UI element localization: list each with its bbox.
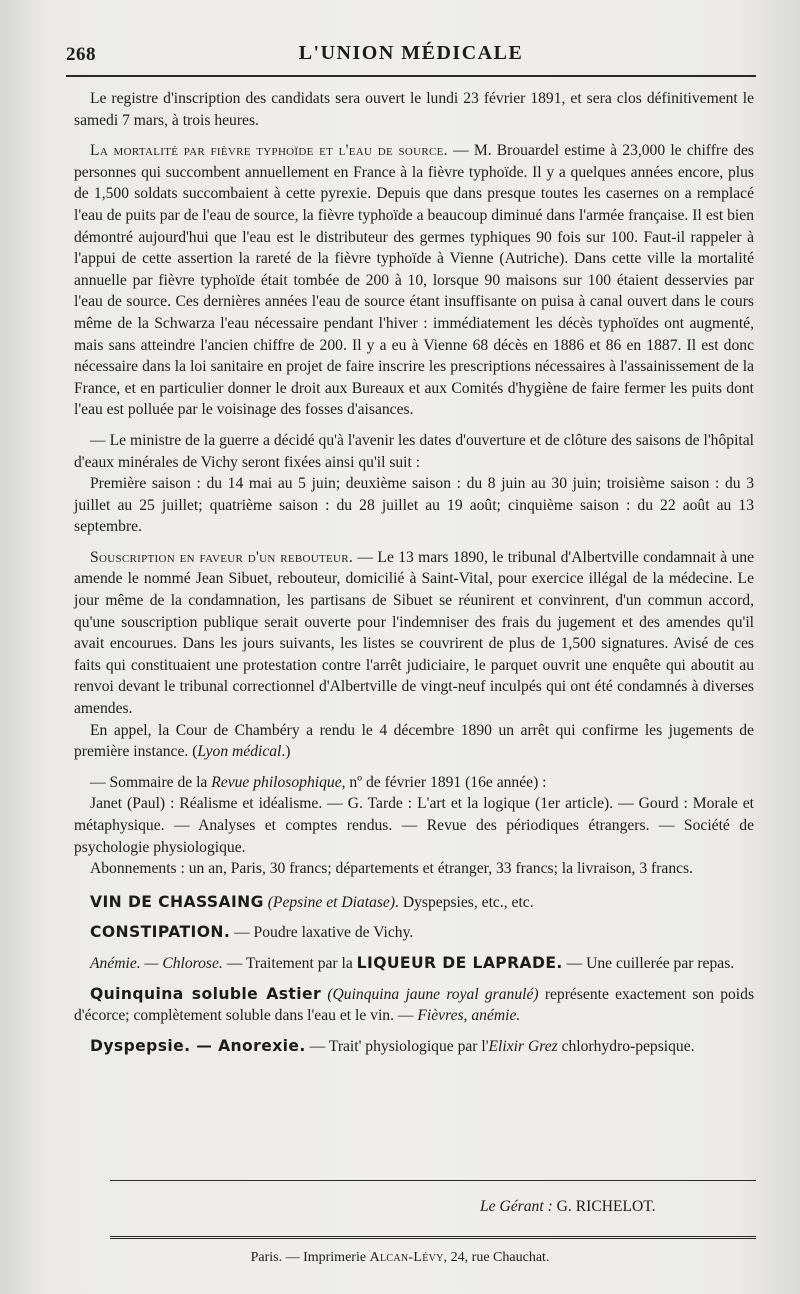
sommaire-contents-paragraph [74,793,754,858]
ad-vin-chassaing [74,892,754,914]
ministre-paragraph [74,430,754,473]
vin-name: VIN DE CHASSAING [90,892,264,911]
ad-quinquina [74,984,754,1027]
dyspepsie-name: Dyspepsie. — Anorexie. [90,1036,306,1055]
dyspepsie-rest: chlorhydro-pepsique. [557,1037,695,1055]
page-number: 268 [66,44,96,65]
gerant-label: Le Gérant : [480,1198,557,1215]
sommaire-revue: Revue philosophique [211,773,342,791]
dyspepsie-mid: — Trait' physiologique par l' [305,1037,489,1055]
imprint-printer: Alcan-Lévy [369,1250,444,1265]
saisons-text: Première saison : du 14 mai au 5 juin; deuxième saison : du 8 juin au 30 juin; troisième saison : du 3 juillet au 25 juillet; quatrième saison : du 28 juillet au 19 août; cinquième saison : du 22 août au 13 septembre. [74,475,754,536]
constipation-rest: — Poudre laxative de Vichy. [230,924,414,942]
sommaire-paragraph [74,772,754,794]
sommaire-prefix: — Sommaire de la [90,773,212,791]
ad-dyspepsie [74,1036,754,1058]
header-rule [66,75,756,77]
anemie-rest: — Une cuillerée par repas. [562,954,735,972]
souscription-body: — Le 13 mars 1890, le tribunal d'Albertville condamnait à une amende le nommé Jean Sibuet, rebouteur, domicilié à Saint-Vital, pour exercice illégal de la médecine. Le jour même de la condamnation, les partisans de Sibuet se réunirent et convinrent, d'un commun accord, qu'une souscription publique serait ouverte pour l'indemniser des frais du jugement et des amendes qu'il avait encourues. Dans les jours suivants, les listes se couvrirent de plus de 1,500 signatures. Avisé de ces faits qui constituaient une protestation contre l'arrêt judiciaire, le parquet ouvrit une enquête qui aboutit au renvoi devant le tribunal correctionnel d'Albertville de vingt-neuf inculpés qui ont été condamnés à diverses amendes. [74,548,754,718]
sommaire-suffix: , nº de février 1891 (16e année) : [341,773,547,791]
vin-paren: (Pepsine et Diatase) [267,893,396,911]
mortalite-paragraph [74,140,754,421]
gerant-name: G. RICHELOT. [556,1198,656,1215]
anemie-brand: LIQUEUR DE LAPRADE. [356,953,563,972]
quinquina-paren: (Quinquina jaune royal granulé) [327,985,539,1003]
registre-text: Le registre d'inscription des candidats sera ouvert le lundi 23 février 1891, et sera clos définitivement le samedi 7 mars, à trois heures. [74,90,754,129]
vin-rest: . Dyspepsies, etc., etc. [395,893,534,911]
ad-anemie [74,953,754,975]
ministre-text: — Le ministre de la guerre a décidé qu'à l'avenir les dates d'ouverture et de clôture des saisons de l'hôpital d'eaux minérales de Vichy seront fixées ainsi qu'il suit : [74,431,754,471]
imprint-prefix: Paris. — Imprimerie [250,1250,370,1265]
quinquina-name: Quinquina soluble Astier [90,984,322,1003]
imprint-rule [110,1236,756,1239]
saisons-paragraph [74,473,754,538]
abonnements-paragraph [74,858,754,880]
appel-end: .) [281,743,291,761]
quinquina-tail: Fièvres, anémie. [417,1007,521,1025]
mortalite-heading: La mortalité par fièvre typhoïde et l'eau de source. [90,142,448,160]
appel-paragraph [74,720,754,763]
appel-text: En appel, la Cour de Chambéry a rendu le 4 décembre 1890 un arrêt qui confirme les jugements de première instance. ( [74,721,754,761]
appel-source: Lyon médical [197,743,282,761]
ad-constipation [74,922,754,944]
anemie-mid: — Traitement par la [222,954,357,972]
souscription-paragraph [74,547,754,720]
gerant-line [480,1198,656,1216]
footer-rule [110,1180,756,1181]
quinquina-rest: représente exactement son poids d'écorce; complètement soluble dans l'eau et le vin. — [74,985,755,1025]
article-body [74,88,754,1057]
souscription-heading: Souscription en faveur d'un rebouteur. [90,548,354,566]
anemie-label: Anémie. — Chlorose. [90,954,223,972]
journal-title: L'UNION MÉDICALE [298,42,524,64]
registre-paragraph [74,88,754,131]
imprint-address: , 24, rue Chauchat. [443,1250,550,1265]
sommaire-contents: Janet (Paul) : Réalisme et idéalisme. — G. Tarde : L'art et la logique (1er article). — Gourd : Morale et métaphysique. — Analyses et comptes rendus. — Revue des périodiques étrangers. — Société de psychologie physiologique. [74,795,754,856]
mortalite-body: — M. Brouardel estime à 23,000 le chiffre des personnes qui succombent annuellement en France à la fièvre typhoïde. Il y a quelques années encore, plus de 1,500 soldats succombaient à cette pyrexie. Depuis que dans presque toutes les casernes on a remplacé l'eau de puits par de l'eau de source, la fièvre typhoïde a beaucoup diminué dans l'armée française. Il est bien démontré aujourd'hui que l'eau est le distributeur des germes typhiques 90 fois sur 100. Faut-il rappeler à l'appui de cette assertion la rareté de la fièvre typhoïde à Vienne (Autriche). Dans cette ville la mortalité annuelle par fièvre typhoïde était tombée de 200 à 10, lorsque 90 maisons sur 100 étaient desservies par l'eau de source. Ces dernières années l'eau de source étant insuffisante on puisa à canal ouvert dans le cours même de la Schwarza l'eau nécessaire pendant l'hiver : immédiatement les décès typhoïdes ont augmenté, mais sans atteindre l'ancien chiffre de 200. Il y a eu à Vienne 68 décès en 1886 et 86 en 1887. Il est donc nécessaire dans la loi sanitaire en projet de faire inscrire les prescriptions nécessaires à l'assainissement de la France, et en particulier donner le droit aux Bureaux et aux Comités d'hygiène de faire fermer les puits dont l'eau est polluée par le voisinage des fosses d'aisances. [74,142,754,419]
abonnements-text: Abonnements : un an, Paris, 30 francs; départements et étranger, 33 francs; la livraison, 3 francs. [90,860,694,878]
dyspepsie-brand: Elixir Grez [488,1037,558,1055]
imprint-line [0,1250,800,1266]
constipation-name: CONSTIPATION. [90,923,231,942]
page-header [66,38,756,70]
